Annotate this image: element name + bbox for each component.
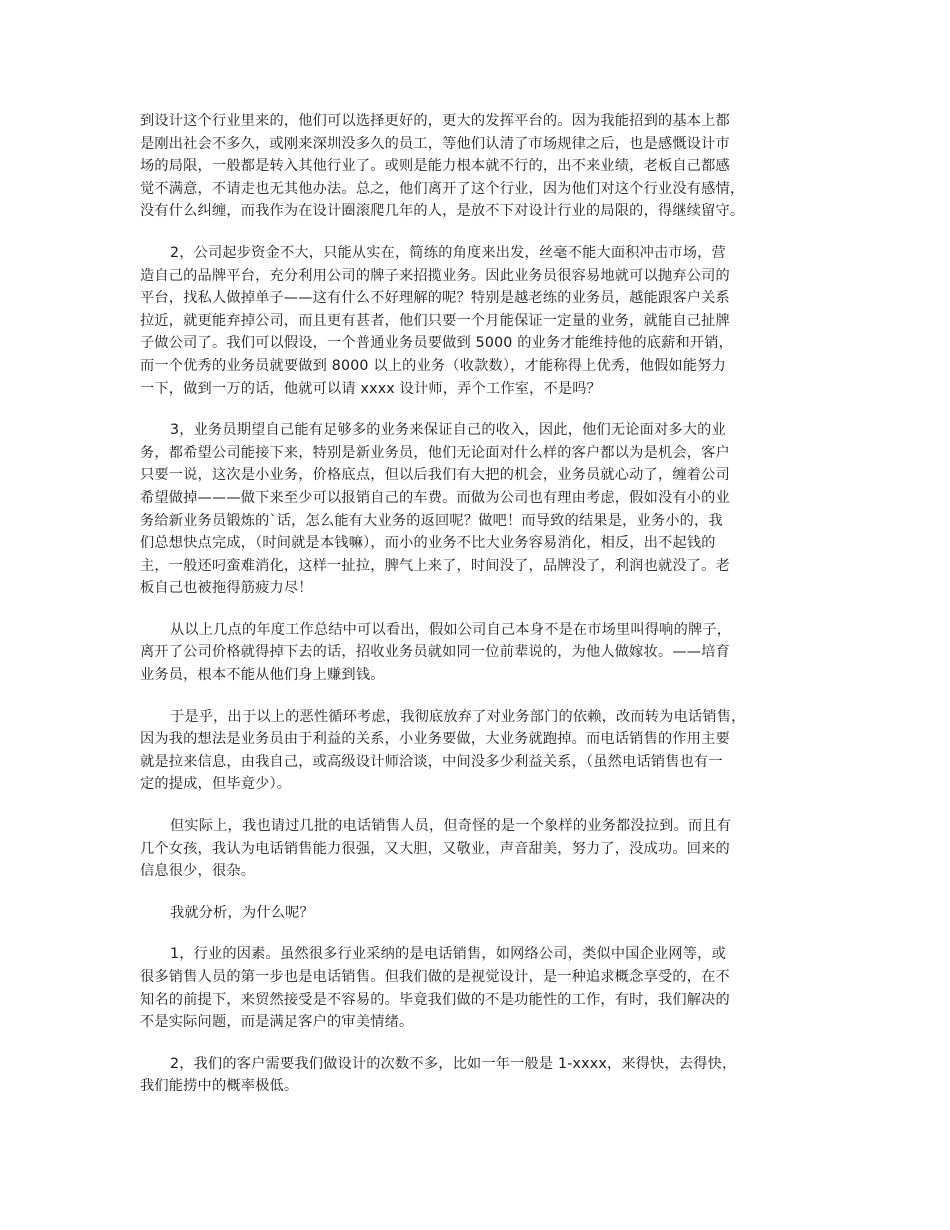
paragraph-analysis-question — [140, 902, 816, 925]
text-line: 很多销售人员的第一步也是电话销售。但我们做的是视觉设计，是一种追求概念享受的，在不 — [140, 969, 730, 985]
text-line: 不是实际问题，而是满足客户的审美情绪。 — [140, 1014, 414, 1031]
text-line: 离开了公司价格就得掉下去的话，招收业务员就如同一位前辈说的，为他人做嫁妆。——培育 — [140, 644, 730, 661]
text-line: 一下，做到一万的话，他就可以请 xxxx 设计师，弄个工作室，不是吗？ — [140, 380, 602, 397]
text-line: 我就分析，为什么呢？ — [170, 904, 314, 921]
paragraph-factor-2-frequency — [140, 1053, 816, 1098]
text-line: 觉不满意，不请走也无其他办法。总之，他们离开了这个行业，因为他们对这个行业没有感情， — [140, 180, 745, 197]
text-line: 因为我的想法是业务员由于利益的关系，小业务要做，大业务就跑掉。而电话销售的作用主要 — [140, 731, 730, 748]
text-line: 3，业务员期望自己能有足够多的业务来保证自己的收入，因此，他们无论面对多大的业 — [170, 422, 726, 439]
text-line: 希望做掉———做下来至少可以报销自己的车费。而做为公司也有理由考虑，假如没有小的业 — [140, 489, 730, 506]
paragraph-summary — [140, 619, 816, 687]
text-line: 而一个优秀的业务员就要做到 8000 以上的业务（收款数），才能称得上优秀，他假如能努力 — [140, 357, 726, 374]
text-line: 主，一般还叼蛮难消化，这样一扯拉，脾气上来了，时间没了，品牌没了，利润也就没了。老 — [140, 557, 730, 574]
text-line: 定的提成，但毕竟少）。 — [140, 776, 292, 793]
text-line: 从以上几点的年度工作总结中可以看出，假如公司自己本身不是在市场里叫得响的牌子， — [170, 621, 732, 638]
text-line: 几个女孩，我认为电话销售能力很强，又大胆，又敬业，声音甜美，努力了，没成功。回来的 — [140, 840, 730, 857]
text-line: 信息很少，很杂。 — [140, 863, 256, 880]
text-line: 务给新业务员锻炼的`话，怎么能有大业务的返回呢？做吧！而导致的结果是，业务小的，我 — [140, 512, 723, 529]
text-line: 知名的前提下，来贸然接受是不容易的。毕竟我们做的不是功能性的工作，有时，我们解决的 — [140, 991, 730, 1008]
text-line: 务，都希望公司能接下来，特别是新业务员，他们无论面对什么样的客户都以为是机会，客户 — [140, 444, 730, 461]
paragraph-designers-leaving — [140, 110, 816, 223]
text-line: 但实际上，我也请过几批的电话销售人员，但奇怪的是一个象样的业务都没拉到。而且有 — [170, 818, 732, 835]
text-line: 2，我们的客户需要我们做设计的次数不多，比如一年一般是 1-xxxx，来得快，去得快， — [170, 1055, 737, 1072]
paragraph-point-3-sales-expectations — [140, 419, 816, 600]
text-line: 于是乎，出于以上的恶性循环考虑，我彻底放弃了对业务部门的依赖，改而转为电话销售， — [170, 708, 746, 725]
text-line: 子做公司了。我们可以假设，一个普通业务员要做到 5000 的业务才能维持他的底薪和开销， — [140, 335, 734, 352]
text-line: 2，公司起步资金不大，只能从实在，简练的角度来出发，丝毫不能大面积冲击市场，营 — [170, 244, 726, 261]
text-line: 是刚出社会不多久，或刚来深圳没多久的员工，等他们认清了市场规律之后，也是感慨设计市 — [140, 135, 730, 152]
text-line: 业务员，根本不能从他们身上赚到钱。 — [140, 667, 385, 684]
text-line: 只要一说，这次是小业务，价格底点，但以后我们有大把的机会，业务员就心动了，缠着公司 — [140, 467, 730, 484]
text-line: 平台，找私人做掉单子——这有什么不好理解的呢？特别是越老练的业务员，越能跟客户关系 — [140, 290, 730, 307]
text-line: 拉近，就更能弃掉公司，而且更有甚者，他们只要一个月能保证一定量的业务，就能自己扯牌 — [140, 312, 730, 329]
text-line: 1，行业的因素。虽然很多行业采纳的是电话销售，如网络公司，类似中国企业网等，或 — [170, 946, 726, 963]
text-line: 们总想快点完成，（时间就是本钱嘛），而小的业务不比大业务容易消化，相反，出不起钱的 — [140, 535, 716, 552]
text-line: 造自己的品牌平台，充分利用公司的牌子来招揽业务。因此业务员很容易地就可以抛弃公司的 — [140, 267, 730, 284]
paragraph-phone-sales-switch — [140, 706, 816, 796]
text-line: 到设计这个行业里来的，他们可以选择更好的，更大的发挥平台的。因为我能招到的基本上都 — [140, 113, 730, 129]
text-line: 我们能捞中的概率极低。 — [140, 1078, 299, 1095]
text-line: 就是拉来信息，由我自己，或高级设计师洽谈，中间没多少利益关系，（虽然电话销售也有一 — [140, 753, 723, 770]
text-line: 没有什么纠缠，而我作为在设计圈滚爬几年的人，是放不下对设计行业的局限的，得继续留守。 — [140, 203, 745, 220]
document-body — [140, 110, 816, 1117]
paragraph-phone-sales-result — [140, 815, 816, 883]
text-line: 场的局限，一般都是转入其他行业了。或则是能力根本就不行的，出不来业绩，老板自己都感 — [140, 158, 730, 175]
paragraph-factor-1-industry — [140, 943, 816, 1033]
paragraph-point-2-capital — [140, 242, 816, 400]
text-line: 板自己也被拖得筋疲力尽！ — [140, 580, 313, 597]
